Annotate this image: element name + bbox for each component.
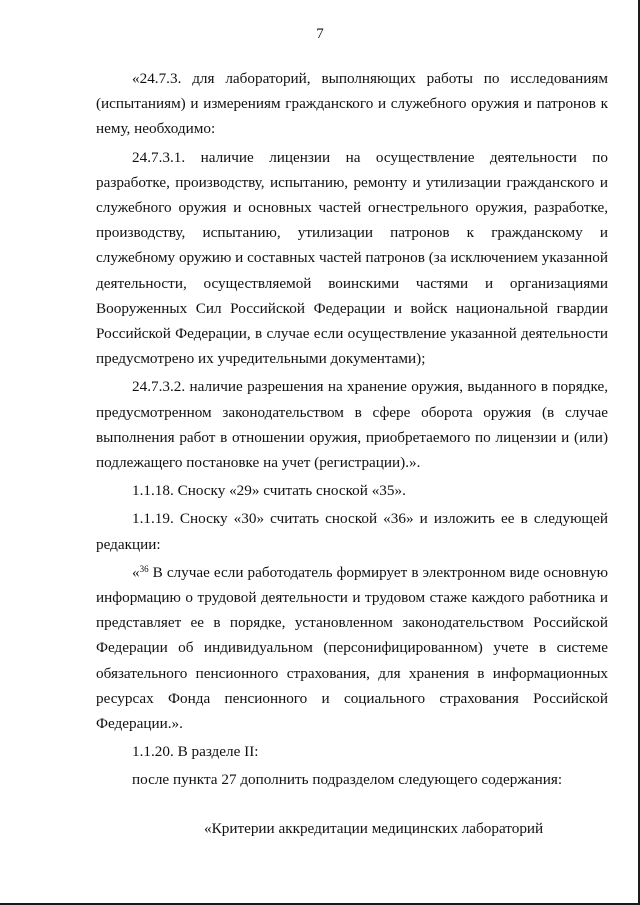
paragraph-24-7-3-1: 24.7.3.1. наличие лицензии на осуществление деятельности по разработке, производству, испытанию, ремонту и утилизации гражданского и служебного оружия и основных частей огнестрельного оружия, разработке, производству, испытанию, утилизации патронов к гражданскому и служебному оружию и составных частей патронов (за исключением указанной деятельности, осуществляемой воинскими частями и организациями Вооруженных Сил Российской Федерации и войск национальной гвардии Российской Федерации, в случае если осуществление указанной деятельности предусмотрено их учредительными документами); xyxy=(96,148,608,368)
section-heading: «Критерии аккредитации медицинских лабораторий xyxy=(204,820,544,837)
page-number: 7 xyxy=(316,26,324,42)
paragraph-1-1-20: 1.1.20. В разделе II: xyxy=(132,743,259,761)
footnote-36-text xyxy=(96,560,608,736)
footnote-open-quote: « xyxy=(132,563,140,581)
footnote-number: 36 xyxy=(139,563,149,574)
paragraph-after-item-27: после пункта 27 дополнить подразделом следующего содержания: xyxy=(132,771,563,789)
paragraph-1-1-19: 1.1.19. Сноску «30» считать сноской «36» и изложить ее в следующей редакции: xyxy=(96,510,608,553)
paragraph-24-7-3-2: 24.7.3.2. наличие разрешения на хранение оружия, выданного в порядке, предусмотренном законодательством в сфере оборота оружия (в случае выполнения работ в отношении оружия, приобретаемого по лицензии и (или) подлежащего постановке на учет (регистрации).». xyxy=(96,378,608,472)
paragraph-1-1-18: 1.1.18. Сноску «29» считать сноской «35». xyxy=(132,482,406,500)
document-body xyxy=(96,66,608,793)
footnote-body: В случае если работодатель формирует в электронном виде основную информацию о трудовой деятельности и трудовом стаже каждого работника и представляет ее в порядке, установленном законодательством Российской Федерации об индивидуальном (персонифицированном) учете в системе обязательного пенсионного страхования, для хранения в информационных ресурсах Фонда пенсионного и социального страхования Российской Федерации.». xyxy=(96,563,608,733)
paragraph-24-7-3: «24.7.3. для лабораторий, выполняющих работы по исследованиям (испытаниям) и измерениям гражданского и служебного оружия и патронов к нему, необходимо: xyxy=(96,70,608,138)
